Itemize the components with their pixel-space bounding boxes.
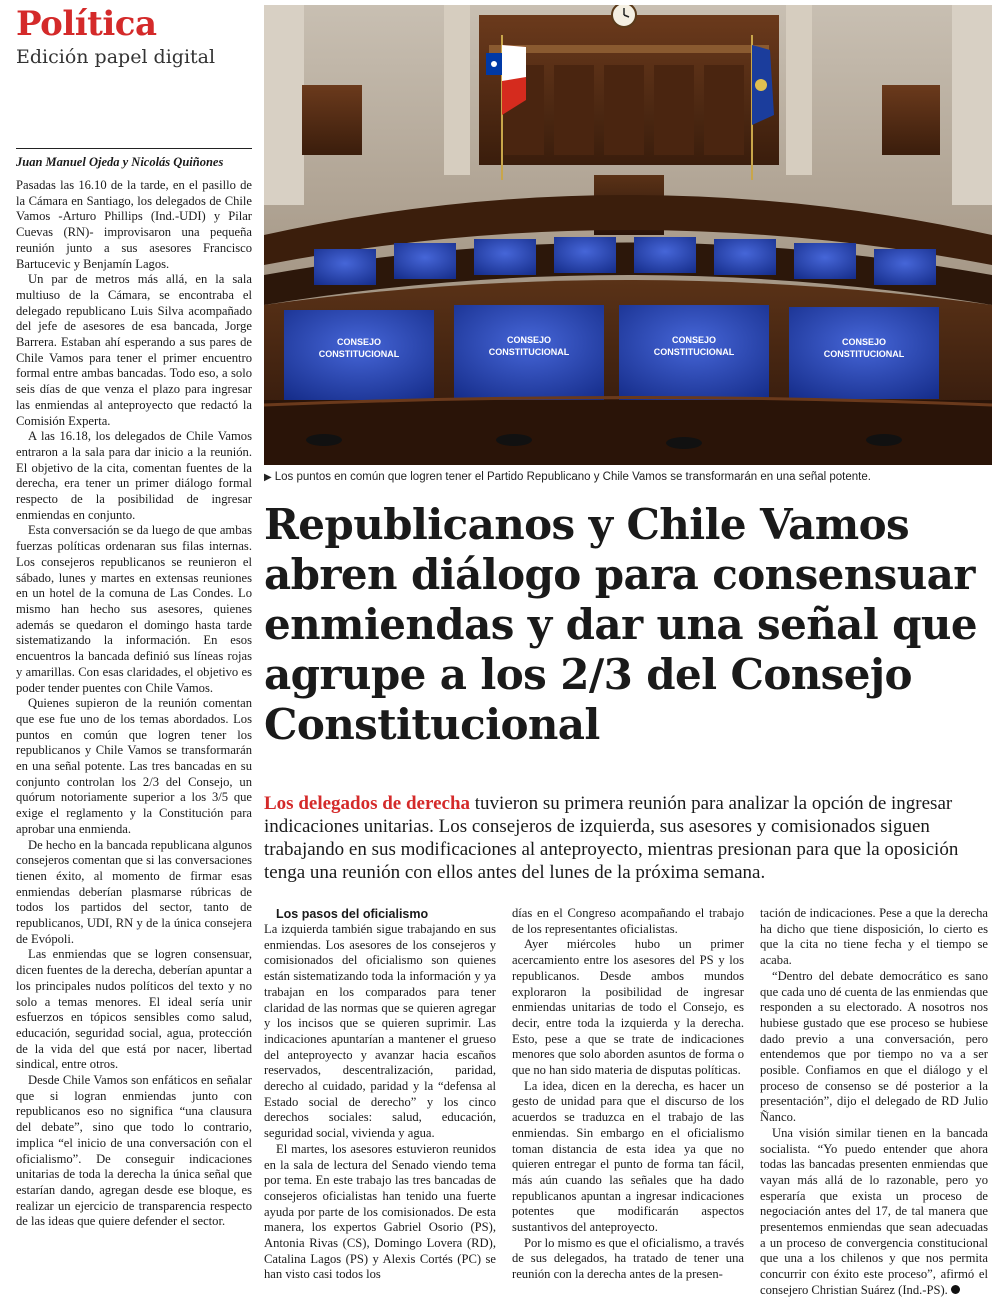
svg-text:CONSTITUCIONAL: CONSTITUCIONAL bbox=[823, 349, 905, 359]
paragraph: Quienes supieron de la reunión comentan que ese fue uno de los temas abordados. Los puntos en común que logren tener los republicanos y Chile Vamos se transformarán en una señal potente. Las tres bancadas en su conjunto controlan los 2/3 del Consejo, un quórum notoriamente superior a los 3/5 que exige el reglamento y la Constitución para aprobar una enmienda. bbox=[16, 696, 252, 836]
paragraph: Las enmiendas que se logren consensuar, dicen fuentes de la derecha, deberían apuntar a los principales nudos políticos del texto y no solo a temas menores. El ideal sería unir esfuerzos en tópicos sensibles como salud, educación, seguridad social, agua, protección de la vida del que está por nacer, libertad sindical, entre otros. bbox=[16, 947, 252, 1072]
headline: Republicanos y Chile Vamos abren diálogo para consensuar enmiendas y dar una señal que agrupe a los 2/3 del Consejo Constitucional bbox=[264, 500, 977, 749]
subhead: Los pasos del oficialismo bbox=[276, 907, 429, 921]
paragraph: Por lo mismo es que el oficialismo, a través de sus delegados, ha tratado de tener una reunión con la derecha antes de la presen- bbox=[512, 1235, 744, 1282]
paragraph: Esta conversación se da luego de que ambas fuerzas políticas ordenaran sus filas internas. Los consejeros republicanos se reunieron el sábado, lunes y martes en extensas reuniones en un hotel de la comuna de Las Condes. Lo mismo han hecho sus asesores, quienes además se quedaron el domingo hasta tarde sistematizando la información. En esos encuentros la bancada definió sus líneas rojas y amarillas. Con esas claridades, el objetivo es poder tender puentes con Chile Vamos. bbox=[16, 523, 252, 695]
byline: Juan Manuel Ojeda y Nicolás Quiñones bbox=[16, 148, 252, 170]
paragraph: A las 16.18, los delegados de Chile Vamos entraron a la sala para dar inicio a la reunión. El objetivo de la cita, comentan fuentes de la derecha, era tener un primer diálogo formal respecto de la posibilidad de ingresar enmiendas en conjunto. bbox=[16, 429, 252, 522]
paragraph: días en el Congreso acompañando el trabajo de los representantes oficialistas. bbox=[512, 906, 744, 936]
paragraph-text: Una visión similar tienen en la bancada socialista. “Yo puedo entender que ahora todas las bancadas presenten enmiendas que vayan más allá de lo razonable, pero yo esperaría que exista un proceso de negociación antes del 17, de tal manera que presentemos enmiendas que sean adecuadas a un proceso de convergencia constitucional que una a los chilenos y que nos permita concurrir con éxito este proceso”, afirmó el consejero Christian Suárez (Ind.-PS). bbox=[760, 1125, 988, 1297]
paragraph: Ayer miércoles hubo un primer acercamiento entre los asesores del PS y los republicanos. Desde ambos mundos exploraron la posibilidad de ingresar enmiendas unitarias de todo el Consejo, es decir, entre toda la izquierda y la derecha. Esto, pese a que se trate de indicaciones menores que solo aborden asuntos de forma o que no han sido materia de disputas políticas. bbox=[512, 937, 744, 1078]
lede bbox=[264, 792, 992, 884]
clock-icon bbox=[612, 5, 636, 27]
paragraph: De hecho en la bancada republicana algunos consejeros comentan que si las conversaciones tienen éxito, al momento de firmar esas enmiendas deberían plasmarse rúbricas de todos los partidos del sector, tanto de republicanos, UDI, RN y de la única consejera de Evópoli. bbox=[16, 837, 252, 946]
body-column-1 bbox=[264, 906, 496, 1283]
paragraph: “Dentro del debate democrático es sano que cada uno dé cuenta de las enmiendas que responden a su electorado. A nosotros nos hubiese gustado que ese proceso se hubiese dado previo a una conversación, pero entendemos que por tiempo no va a ser posible. Confiamos en que el diálogo y el proceso de consenso se dé posterior a la presentación”, dijo el delegado de RD Julio Ñanco. bbox=[760, 968, 988, 1125]
section-title: Política bbox=[16, 4, 157, 44]
paragraph: El martes, los asesores estuvieron reunidos en la sala de lectura del Senado viendo tema por tema. En este trabajo las tres bancadas de consejeros oficialistas han tenido una fuerte ayuda por parte de los comisionados. De esta manera, los expertos Gabriel Osorio (PS), Antonia Rivas (CS), Domingo Lovera (RD), Catalina Lagos (PS) y Alexis Cortés (PC) se han visto casi todos los bbox=[264, 1141, 496, 1282]
caption-text: Los puntos en común que logren tener el Partido Republicano y Chile Vamos se transformarán en una señal potente. bbox=[274, 471, 871, 483]
section-subtitle: Edición papel digital bbox=[16, 46, 216, 68]
svg-text:CONSEJO: CONSEJO bbox=[841, 337, 887, 347]
photo-caption bbox=[264, 470, 992, 485]
svg-text:CONSEJO: CONSEJO bbox=[336, 337, 382, 347]
paragraph: tación de indicaciones. Pese a que la derecha ha dicho que tiene disposición, lo cierto es que la cita no tiene fecha y el tiempo se acaba. bbox=[760, 906, 988, 968]
paragraph: La idea, dicen en la derecha, es hacer un gesto de unidad para que el discurso de los acuerdos se traduzca en el trabajo de las enmiendas. Sin embargo en el oficialismo toman distancia de esta idea ya que no quieren entregar el punto de forma tan fácil, más aún cuando las señales que ha dado republicanos apuntan a ingresar indicaciones potentes que modificarán aspectos sustantivos del anteproyecto. bbox=[512, 1078, 744, 1235]
section-header bbox=[16, 2, 256, 68]
lede-lead: Los delegados de derecha bbox=[264, 793, 471, 814]
paragraph: Desde Chile Vamos son enfáticos en señalar que si logran enmiendas junto con republicanos eso no significa “una clausura del debate”, sino que todo lo contrario, implica “el inicio de una conversación con el oficialismo”. De conseguir indicaciones unitarias de toda la derecha la única señal que estarían dando, agregan desde ese bloque, es realizar un ejercicio de transparencia respecto de las ideas que quiere defender el sector. bbox=[16, 1073, 252, 1229]
paragraph: Pasadas las 16.10 de la tarde, en el pasillo de la Cámara en Santiago, los delegados de Chile Vamos -Arturo Phillips (Ind.-UDI) y Pilar Cuevas (RN)- improvisaron una pequeña reunión junto a sus asesores Francisco Bartucevic y Benjamín Lagos. bbox=[16, 178, 252, 271]
triangle-right-icon: ▶ bbox=[264, 472, 272, 483]
paragraph bbox=[760, 1126, 988, 1299]
chamber-photo bbox=[264, 5, 992, 465]
body-column-3 bbox=[760, 906, 988, 1299]
svg-text:CONSTITUCIONAL: CONSTITUCIONAL bbox=[488, 347, 570, 357]
svg-text:CONSEJO: CONSEJO bbox=[671, 335, 717, 345]
svg-text:CONSEJO: CONSEJO bbox=[506, 335, 552, 345]
end-mark-icon bbox=[951, 1285, 960, 1294]
paragraph: La izquierda también sigue trabajando en sus enmiendas. Los asesores de los consejeros y comisionados del oficialismo son quienes están sistematizando toda la información y ya trabajan en los comparados para tener claridad de las normas que se quieren agregar y los incisos que se quieren suprimir. Las indicaciones apuntarían a mantener el grueso del anteproyecto y avanzar hacia escaños reservados, descentralización, paridad, derecho al cuidado, paridad y la “defensa al Estado social de derecho” y los cinco derechos sociales: salud, educación, seguridad social, vivienda y agua. bbox=[264, 922, 496, 1141]
svg-text:CONSTITUCIONAL: CONSTITUCIONAL bbox=[318, 349, 400, 359]
lede-text: tuvieron su primera reunión para analizar la opción de ingresar indicaciones unitarias. Los consejeros de izquierda, sus asesores y comisionados siguen trabajando en sus modificaciones al anteproyecto, mientras presionan para que la oposición tenga una reunión con ellos antes del lunes de la próxima semana. bbox=[264, 793, 959, 883]
body-column-2 bbox=[512, 906, 744, 1283]
body-column-left bbox=[16, 178, 252, 1230]
paragraph: Un par de metros más allá, en la sala multiuso de la Cámara, se encontraba el delegado republicano Luis Silva acompañado del jefe de asesores de esa bancada, Jorge Barrera. Estaban ahí esperando a sus pares de Chile Vamos para tener el primer encuentro formal entre ambas bancadas. Todo eso, a solo seis días de que venza el plazo para ingresar las enmiendas al anteproyecto que redactó la Comisión Experta. bbox=[16, 272, 252, 428]
svg-text:CONSTITUCIONAL: CONSTITUCIONAL bbox=[653, 347, 735, 357]
